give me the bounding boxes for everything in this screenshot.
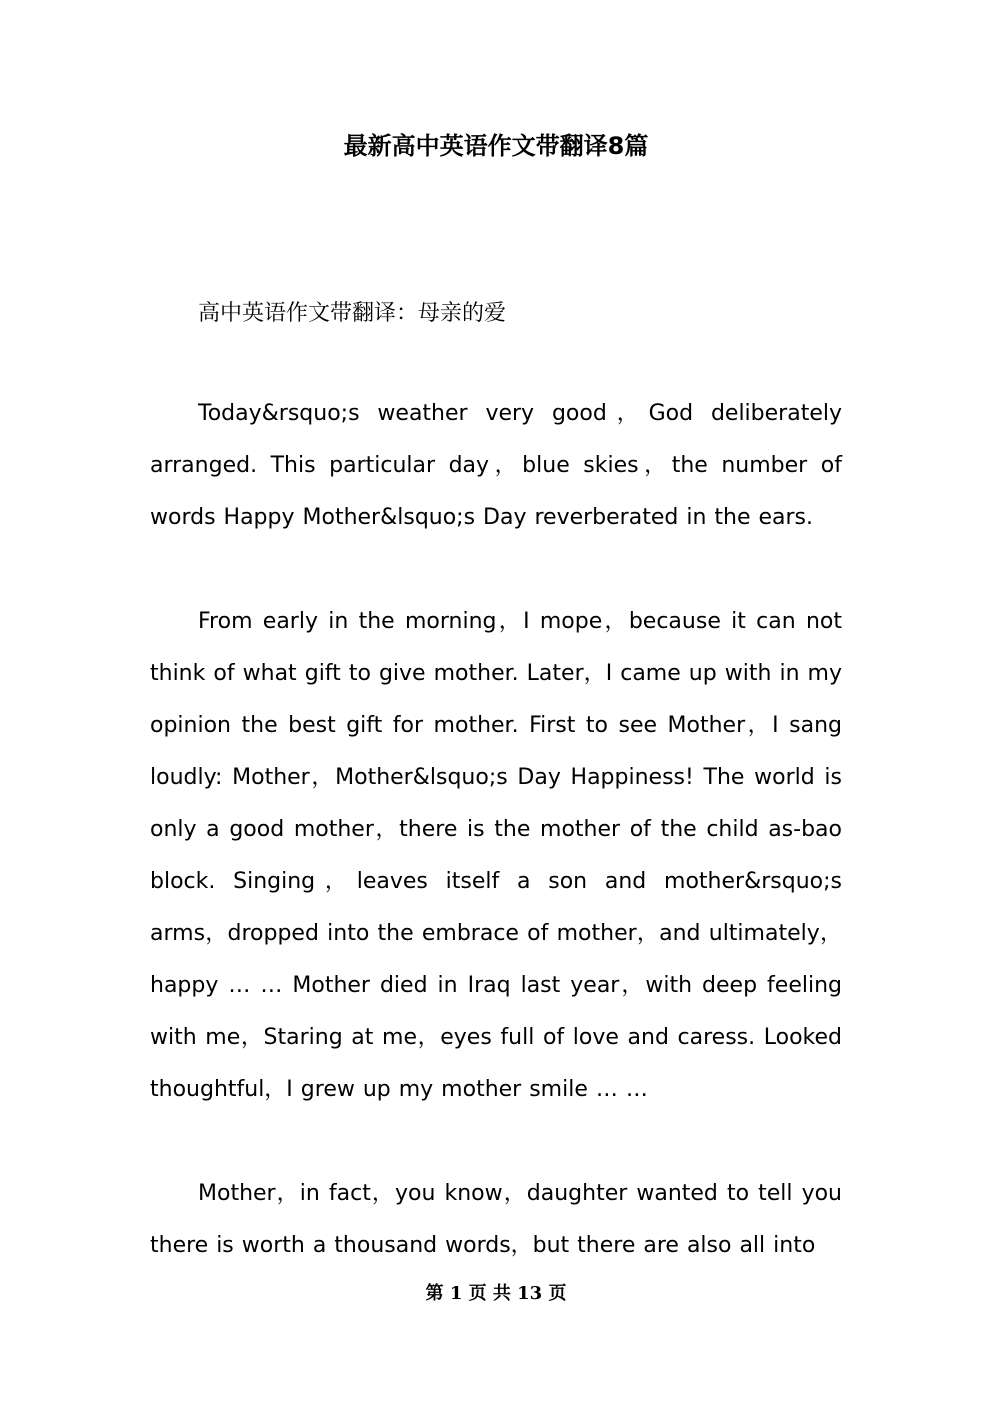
- paragraph-2: From early in the morning，I mope，because it can not think of what gift to give mother. Later，I came up with in my opinion the best gift for mother. First to see Mother，I sang loudly: Mother，Mother&lsquo;s Day Happiness! The world is only a good mother，there is the mother of the child as-bao block. Singing，leaves itself a son and mother&rsquo;s arms，dropped into the embrace of mother，and ultimately，happy … … Mother died in Iraq last year，with deep feeling with me，Staring at me，eyes full of love and caress. Looked thoughtful，I grew up my mother smile … …: [150, 609, 842, 1102]
- paragraph-block-1: [150, 388, 842, 544]
- paragraph-block-2: [150, 596, 842, 1116]
- paragraph-3: Mother，in fact，you know，daughter wanted to tell you there is worth a thousand words，but there are also all into: [150, 1181, 842, 1258]
- section-heading: 高中英语作文带翻译：母亲的爱: [198, 301, 507, 326]
- paragraph-1: Today&rsquo;s weather very good，God deliberately arranged. This particular day，blue skies，the number of words Happy Mother&lsquo;s Day reverberated in the ears.: [150, 401, 842, 530]
- paragraph-block-3: [150, 1168, 842, 1272]
- page-footer: 第 1 页 共 13 页: [425, 1283, 567, 1304]
- document-title: 最新高中英语作文带翻译8篇: [343, 132, 649, 160]
